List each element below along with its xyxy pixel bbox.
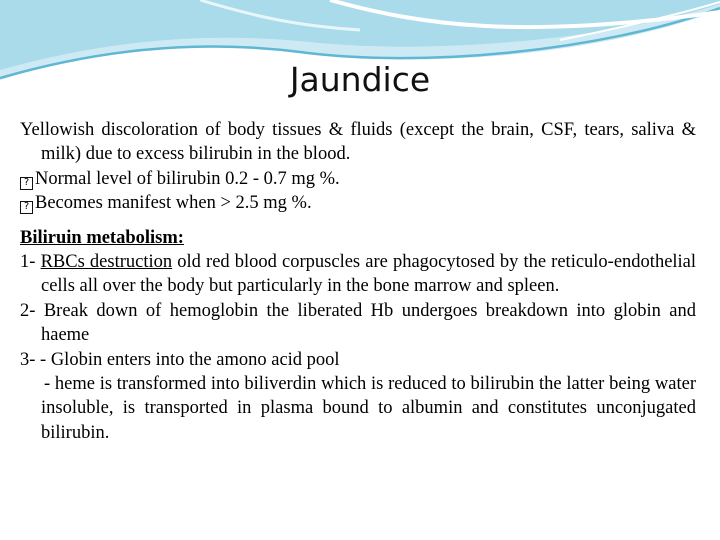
slide-body [20,118,696,445]
slide-title: Jaundice [289,60,431,99]
bullet-item: ? Becomes manifest when > 2.5 mg %. [20,191,696,215]
metabolism-item-1: 1- RBCs destruction old red blood corpuscles are phagocytosed by the reticulo-endothelial cells all over the body but particularly in the bone marrow and spleen. [20,252,697,297]
bullet-icon: ? [20,201,33,214]
bullet-item: ? Normal level of bilirubin 0.2 - 0.7 mg %. [20,167,696,191]
rbcs-destruction-label: RBCs destruction [40,252,173,273]
bullet-icon: ? [20,177,33,190]
metabolism-item-3b: - heme is transformed into biliverdin which is reduced to bilirubin the latter being water insoluble, is transported in plasma bound to albumin and constitutes unconjugated bilirubin. [41,374,696,443]
intro-paragraph: Yellowish discoloration of body tissues & fluids (except the brain, CSF, tears, saliva & milk) due to excess bilirubin in the blood. [20,120,696,165]
metabolism-heading: Biliruin metabolism: [20,227,184,248]
metabolism-item-2: 2- Break down of hemoglobin the liberated Hb undergoes breakdown into globin and haeme [20,300,696,346]
metabolism-item-3a: 3- - Globin enters into the amono acid pool [20,349,340,370]
